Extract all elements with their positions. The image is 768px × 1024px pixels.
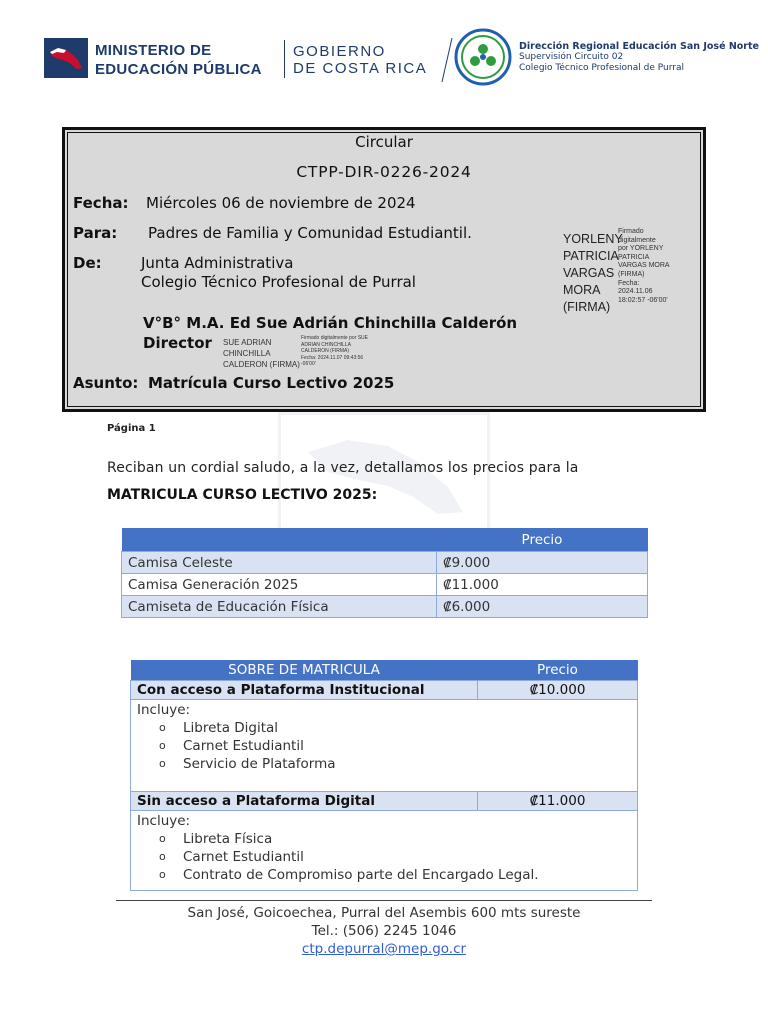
signer-signature-detail	[618, 228, 670, 305]
signer-detail-7: Fecha:	[618, 279, 640, 287]
enrollment-envelope-table	[130, 660, 638, 891]
includes-label: Incluye:	[137, 813, 191, 829]
de-line-2: Colegio Técnico Profesional de Purral	[141, 273, 416, 291]
signer-detail-8: 2024.11.06	[618, 288, 653, 296]
table-header-row	[122, 528, 648, 552]
list-item: o Libreta Física	[183, 830, 631, 848]
intro-heading: MATRICULA CURSO LECTIVO 2025:	[107, 487, 378, 503]
director-sig-detail-2: ADRIAN CHINCHILLA	[301, 341, 352, 348]
asunto-label: Asunto:	[73, 374, 139, 392]
price-cell: ₡9.000	[437, 552, 648, 574]
signer-detail-9: 18:02:57 -06'00'	[618, 296, 668, 304]
region-line-3: Colegio Técnico Profesional de Purral	[519, 63, 684, 73]
includes-list	[137, 719, 631, 773]
table-row	[122, 574, 648, 596]
government-name	[293, 43, 427, 77]
director-sig-detail-1: Firmado digitalmente por SUE	[301, 335, 368, 341]
list-item: o Servicio de Plataforma	[183, 755, 631, 773]
option-title: Con acceso a Plataforma Institucional	[131, 681, 478, 700]
school-seal-icon	[454, 28, 512, 86]
list-item: o Contrato de Compromiso parte del Encargado Legal.	[183, 866, 631, 884]
page-number: Página 1	[107, 423, 156, 434]
ministry-name	[95, 41, 262, 79]
de-label: De:	[73, 254, 102, 272]
signer-name-2: PATRICIA	[563, 249, 619, 263]
signer-detail-1: Firmado	[618, 228, 644, 235]
director-signature-detail	[301, 335, 368, 368]
circular-title: Circular	[355, 133, 413, 151]
includes-label: Incluye:	[137, 702, 191, 718]
option-row	[131, 792, 638, 811]
signer-detail-3: por YORLENY	[618, 245, 664, 253]
table-row	[122, 596, 648, 618]
director-sig-detail-3: CALDERON (FIRMA)	[301, 348, 350, 354]
list-item: o Carnet Estudiantil	[183, 737, 631, 755]
region-line-2: Supervisión Circuito 02	[519, 52, 624, 62]
table-row	[122, 552, 648, 574]
intro-paragraph: Reciban un cordial saludo, a la vez, detallamos los precios para la	[107, 460, 579, 476]
option-price: ₡10.000	[478, 681, 638, 700]
footer-email-line	[116, 940, 652, 958]
de-line-1: Junta Administrativa	[141, 254, 294, 272]
signer-name-1: YORLENY	[563, 232, 623, 246]
signer-signature-name	[563, 231, 623, 316]
list-item: o Carnet Estudiantil	[183, 848, 631, 866]
gov-line-2: DE COSTA RICA	[293, 60, 428, 77]
signer-name-5: (FIRMA)	[563, 300, 611, 314]
slash-divider	[440, 36, 454, 84]
item-cell: Camisa Celeste	[122, 552, 437, 574]
price-cell: ₡6.000	[437, 596, 648, 618]
table-header-row	[131, 660, 638, 681]
includes-row	[131, 811, 638, 891]
director-sig-detail-5: -06'00'	[301, 361, 316, 367]
regional-office	[519, 41, 759, 74]
header-divider	[284, 40, 285, 78]
director-sig-detail-4: Fecha: 2024.11.07 09:43:56	[301, 354, 364, 361]
includes-list	[137, 830, 631, 884]
option-title: Sin acceso a Plataforma Digital	[131, 792, 478, 811]
envelope-column-header: SOBRE DE MATRICULA	[131, 660, 478, 681]
signer-detail-2: digitalmente	[618, 236, 656, 244]
region-line-1: Dirección Regional Educación San José Norte	[519, 41, 759, 52]
mep-logo	[44, 38, 88, 78]
director-signature-name	[223, 337, 300, 370]
item-cell: Camisa Generación 2025	[122, 574, 437, 596]
ministry-line-2: EDUCACIÓN PÚBLICA	[95, 61, 262, 78]
asunto-value: Matrícula Curso Lectivo 2025	[148, 374, 395, 392]
item-column-header	[122, 528, 437, 552]
costa-rica-map-icon	[44, 38, 88, 78]
includes-row	[131, 700, 638, 792]
fecha-value: Miércoles 06 de noviembre de 2024	[146, 194, 416, 212]
list-item: o Libreta Digital	[183, 719, 631, 737]
item-cell: Camiseta de Educación Física	[122, 596, 437, 618]
director-sig-name-3: CALDERON (FIRMA)	[223, 360, 300, 369]
price-column-header: Precio	[478, 660, 638, 681]
price-column-header: Precio	[437, 528, 648, 552]
fecha-label: Fecha:	[73, 194, 129, 212]
signer-detail-4: PATRICIA	[618, 253, 650, 261]
option-price: ₡11.000	[478, 792, 638, 811]
signer-name-4: MORA	[563, 283, 601, 297]
footer-divider	[116, 900, 652, 901]
option-row	[131, 681, 638, 700]
para-label: Para:	[73, 224, 118, 242]
signer-detail-5: VARGAS MORA	[618, 262, 670, 270]
para-value: Padres de Familia y Comunidad Estudiantil.	[148, 224, 472, 242]
price-cell: ₡11.000	[437, 574, 648, 596]
vb-line: V°B° M.A. Ed Sue Adrián Chinchilla Calderón	[143, 314, 518, 332]
director-sig-name-1: SUE ADRIAN	[223, 338, 272, 347]
footer-address: San José, Goicoechea, Purral del Asembis 600 mts sureste	[187, 905, 581, 921]
ministry-line-1: MINISTERIO DE	[95, 42, 212, 59]
signer-detail-6: (FIRMA)	[618, 270, 645, 278]
circular-code: CTPP-DIR-0226-2024	[296, 163, 472, 181]
includes-cell	[131, 700, 638, 792]
footer-phone: Tel.: (506) 2245 1046	[311, 923, 457, 939]
footer-email-link[interactable]: ctp.depurral@mep.go.cr	[301, 941, 467, 957]
includes-cell	[131, 811, 638, 891]
uniform-price-table	[121, 528, 648, 618]
gov-line-1: GOBIERNO	[293, 43, 386, 60]
director-label: Director	[143, 334, 212, 352]
director-sig-name-2: CHINCHILLA	[223, 349, 271, 358]
signer-name-3: VARGAS	[563, 266, 615, 280]
